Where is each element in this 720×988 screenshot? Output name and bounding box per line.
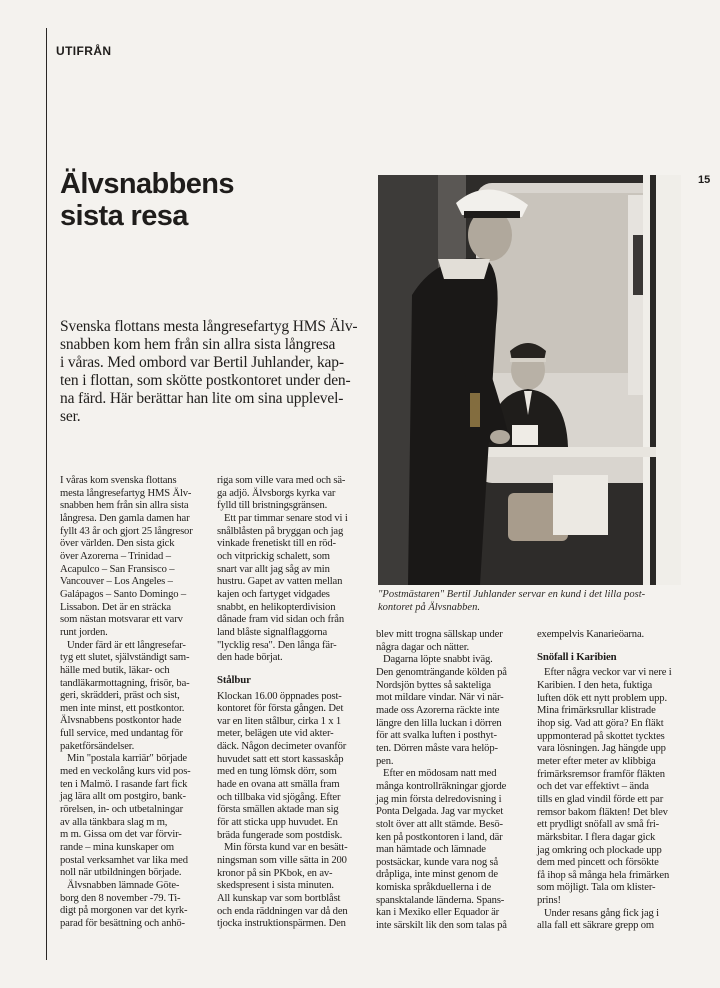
body-text-line: några dagar och nätter. xyxy=(376,641,470,653)
caption-line: kontoret på Älvsnabben. xyxy=(378,602,480,613)
body-text-line: inte särskilt lik den som talas på xyxy=(376,920,507,932)
body-text-line: I våras kom svenska flottans xyxy=(60,475,177,486)
body-text-line: med en tung lömsk dörr, som xyxy=(217,766,337,778)
body-text-line: skedspresent i sista minuten. xyxy=(217,880,334,892)
page-number: 15 xyxy=(698,174,711,186)
body-text-line: Under färd är ett långresefar- xyxy=(67,639,186,651)
body-text-line: man hämtade och lämnade xyxy=(376,844,486,856)
section-subheading: Snöfall i Karibien xyxy=(537,650,617,663)
body-text-line: Min första kund var en besätt- xyxy=(224,842,348,854)
body-text-line: mot mildare vindar. När vi när- xyxy=(376,692,504,704)
body-text-line: var en liten stålbur, cirka 1 x 1 xyxy=(217,715,342,727)
body-text-line: Älvsnabbens postkontor hade xyxy=(60,715,182,727)
body-text-line: meter, belägen ute vid akter- xyxy=(217,728,334,740)
body-text-line: Ponta Delgada. Jag var mycket xyxy=(376,806,504,818)
body-column-4 xyxy=(537,629,687,933)
body-text-line: Acapulco – San Fransisco – xyxy=(60,563,175,575)
body-text-line: Mina frimärksrullar klistrade xyxy=(537,705,656,717)
body-text-line: full service, med undantag för xyxy=(60,728,183,740)
headline-line: Älvsnabbens xyxy=(60,168,234,200)
body-text-line: snålblåsten på bryggan och jag xyxy=(217,525,344,537)
article-headline xyxy=(60,168,360,232)
body-text-line: jag omkring och plockade upp xyxy=(537,844,662,856)
body-text-line: riga som ville vara med och sä- xyxy=(217,475,346,486)
lead-line: Svenska flottans mesta långresefartyg HMS Älv- xyxy=(60,318,358,335)
caption-line: "Postmästaren" Bertil Juhlander servar en kund i det lilla post- xyxy=(378,589,646,600)
body-text-line: fylld till bristningsgränsen. xyxy=(217,500,328,512)
body-text-line: ken på postkontoren i land, där xyxy=(376,831,503,843)
lead-line: ten i flottan, som skötte postkontoret under den- xyxy=(60,372,351,389)
body-text-line: Min "postala karriär" började xyxy=(67,753,187,765)
body-text-line: huvudet satt ett stort kassaskåp xyxy=(217,753,344,765)
body-text-line: ga adjö. Älvsborgs kyrka var xyxy=(217,487,336,499)
body-text-line: däck. Någon decimeter ovanför xyxy=(217,741,347,753)
body-text-line: hade en ovana att smälla fram xyxy=(217,779,340,791)
body-text-line: snabbt, en helikopterdivision xyxy=(217,601,336,613)
body-text-line: av alla tänkbara slag m m, xyxy=(60,816,168,828)
body-text-line: made oss Azorerna räckte inte xyxy=(376,704,500,716)
body-text-line: mesta långresefartyg HMS Älv- xyxy=(60,487,192,499)
body-text-line: Vancouver – Los Angeles – xyxy=(60,576,173,588)
body-text-line: men inte minst, ett postkontor. xyxy=(60,702,185,714)
body-text-line: snart var allt jag såg av min xyxy=(217,563,330,575)
body-text-line: och tillbaka vid sjögång. Efter xyxy=(217,791,341,803)
body-text-line: och det var effektivt – ända xyxy=(537,781,649,793)
body-text-line: "lycklig resa". Den långa fär- xyxy=(217,639,337,651)
body-text-line: fyllt 43 år och gjort 25 långresor xyxy=(60,525,193,537)
body-text-line: Efter några veckor var vi nere i xyxy=(544,667,672,679)
body-text-line: den hade börjat. xyxy=(217,652,283,664)
body-text-line: Ett par timmar senare stod vi i xyxy=(224,512,348,524)
body-text-line: runt jorden. xyxy=(60,626,108,638)
body-text-line: som nästan motsvarar ett varv xyxy=(60,614,183,626)
body-text-line: ten i Malmö. I rasande fart fick xyxy=(60,778,188,790)
body-text-line: över Azorerna – Trinidad – xyxy=(60,550,171,562)
body-text-line: parad för besättning och anhö- xyxy=(60,917,185,929)
body-text-line: och enda räddningen var då den xyxy=(217,905,348,917)
body-text-line: hälle med butik, läkar- och xyxy=(60,664,170,676)
body-text-line: Den genomträngande kölden på xyxy=(376,666,507,678)
body-text-line: hustru. Gapet av vatten mellan xyxy=(217,576,343,588)
body-text-line: dem med pincett och försökte xyxy=(537,857,659,869)
body-text-line: frimärksremsor framför fläkten xyxy=(537,768,665,780)
body-text-line: All kunskap var som bortblåst xyxy=(217,893,341,904)
body-text-line: snabben hem från sin allra sista xyxy=(60,500,189,512)
body-text-line: land blåste signalflaggorna xyxy=(217,626,328,638)
body-text-line: för att svalka luften i posthyt- xyxy=(376,730,497,742)
body-text-line: kontoret för första gången. Det xyxy=(217,703,344,715)
lead-line: ser. xyxy=(60,408,81,425)
body-text-line: geri, skrädderi, präst och sist, xyxy=(60,690,180,702)
body-text-line: remsor bakom fläkten! Det blev xyxy=(537,806,668,818)
section-subheading: Stålbur xyxy=(217,673,251,686)
body-text-line: stolt över att allt stämde. Besö- xyxy=(376,818,503,830)
body-text-line: Lissabon. Det är en sträcka xyxy=(60,601,171,613)
body-text-line: vinkade frenetiskt till en röd- xyxy=(217,538,336,550)
body-text-line: dråpliga, inte minst genom de xyxy=(376,869,498,881)
body-text-line: bräda fungerade som postdisk. xyxy=(217,829,343,841)
body-text-line: över världen. Den sista gick xyxy=(60,538,175,550)
body-text-line: för att sticka upp huvudet. En xyxy=(217,817,338,829)
body-text-line: postal verksamhet var lika med xyxy=(60,854,188,866)
body-text-line: luften dök ett nytt problem upp. xyxy=(537,692,667,704)
body-text-line: vara lösningen. Jag hängde upp xyxy=(537,743,666,755)
article-photo xyxy=(378,175,681,585)
body-text-line: meter efter meter av klibbiga xyxy=(537,755,656,767)
body-text-line: jag lära allt om postgiro, bank- xyxy=(60,791,186,803)
body-text-line: paketförsändelser. xyxy=(60,740,135,752)
body-text-line: prins! xyxy=(537,895,561,907)
body-column-1 xyxy=(60,475,210,931)
left-margin-rule xyxy=(46,28,47,960)
body-text-line: rörelsen, in- och utbetalningar xyxy=(60,804,184,816)
lead-line: snabben kom hem från sin allra sista långresa xyxy=(60,336,336,353)
article-lead xyxy=(60,318,372,426)
body-text-line: tyg ett slutet, självständigt sam- xyxy=(60,652,190,664)
body-text-line: kajen och fartyget vidgades xyxy=(217,588,330,600)
body-text-line: pen. xyxy=(376,755,394,767)
body-text-line: uppmonterad på skottet tycktes xyxy=(537,730,665,742)
body-text-line: Dagarna löpte snabbt iväg. xyxy=(383,654,493,666)
body-text-line: kan i Mexiko eller Equador är xyxy=(376,907,500,919)
body-column-2 xyxy=(217,475,367,931)
body-text-line: med en veckolång kurs vid pos- xyxy=(60,766,191,778)
body-text-line: ningsman som ville sätta in 200 xyxy=(217,855,347,867)
body-text-line: Galápagos – Santo Domingo – xyxy=(60,588,187,600)
section-label: UTIFRÅN xyxy=(56,44,112,58)
body-text-line: m m. Gissa om det var förvir- xyxy=(60,829,182,841)
body-text-line: få ihop så många hela frimärken xyxy=(537,869,670,881)
body-text-line: längre den lilla luckan i dörren xyxy=(376,717,502,729)
body-text-line: många kontrollräkningar gjorde xyxy=(376,780,507,792)
body-text-line: ett prydligt snöfall av små fri- xyxy=(537,819,659,831)
body-text-line: tills en glad vindil förde ett par xyxy=(537,793,664,805)
body-text-line: jag min första delredovisning i xyxy=(376,793,502,805)
body-text-line: ihop sig. Vad att göra? En fläkt xyxy=(537,717,664,729)
body-text-line: kronor på sin PKbok, en av- xyxy=(217,867,333,879)
photo-caption xyxy=(378,588,683,614)
body-text-line: tandläkarmottagning, frisör, ba- xyxy=(60,677,190,689)
body-text-line: ten. Dörren måste vara helöp- xyxy=(376,742,498,754)
body-text-line: Klockan 16.00 öppnades post- xyxy=(217,690,342,702)
body-text-line: digt på morgonen var det kyrk- xyxy=(60,905,188,917)
body-text-line: och vitprickig schalett, som xyxy=(217,550,330,562)
body-text-line: postsäckar, kunde vara nog så xyxy=(376,856,499,868)
body-text-line: märksbitar. I flera dagar gick xyxy=(537,831,656,843)
body-text-line: blev mitt trogna sällskap under xyxy=(376,629,503,640)
photo-illustration xyxy=(378,175,681,585)
body-column-3 xyxy=(376,629,526,933)
body-text-line: dånade fram vid sidan och från xyxy=(217,614,344,626)
lead-line: na färd. Här berättar han lite om sina upplevel- xyxy=(60,390,344,407)
body-text-line: Under resans gång fick jag i xyxy=(544,907,659,919)
body-text-line: Karibien. I den heta, fuktiga xyxy=(537,679,653,691)
body-text-line: långresa. Den gamla damen har xyxy=(60,512,190,524)
lead-line: i våras. Med ombord var Bertil Juhlander, kap- xyxy=(60,354,344,371)
body-text-line: som möjligt. Tala om klister- xyxy=(537,882,656,894)
body-text-line: alla fall ett säkrare grepp om xyxy=(537,920,654,932)
body-text-line: noll när utbildningen började. xyxy=(60,867,182,879)
body-text-line: spansktalande länderna. Spans- xyxy=(376,894,505,906)
body-text-line: första smällen aktade man sig xyxy=(217,804,339,816)
headline-line: sista resa xyxy=(60,200,188,232)
body-text-line: Nordsjön byttes så sakteliga xyxy=(376,679,491,691)
body-text-line: komiska språkduellerna i de xyxy=(376,882,492,894)
body-text-line: Efter en mödosam natt med xyxy=(383,768,497,780)
body-text-line: rande – mina kunskaper om xyxy=(60,842,174,854)
body-text-line: borg den 8 november -79. Ti- xyxy=(60,892,181,904)
body-text-line: tjocka instruktionspärmen. Den xyxy=(217,918,346,930)
body-text-line: exempelvis Kanarieöarna. xyxy=(537,629,644,640)
body-text-line: Älvsnabben lämnade Göte- xyxy=(67,880,180,891)
